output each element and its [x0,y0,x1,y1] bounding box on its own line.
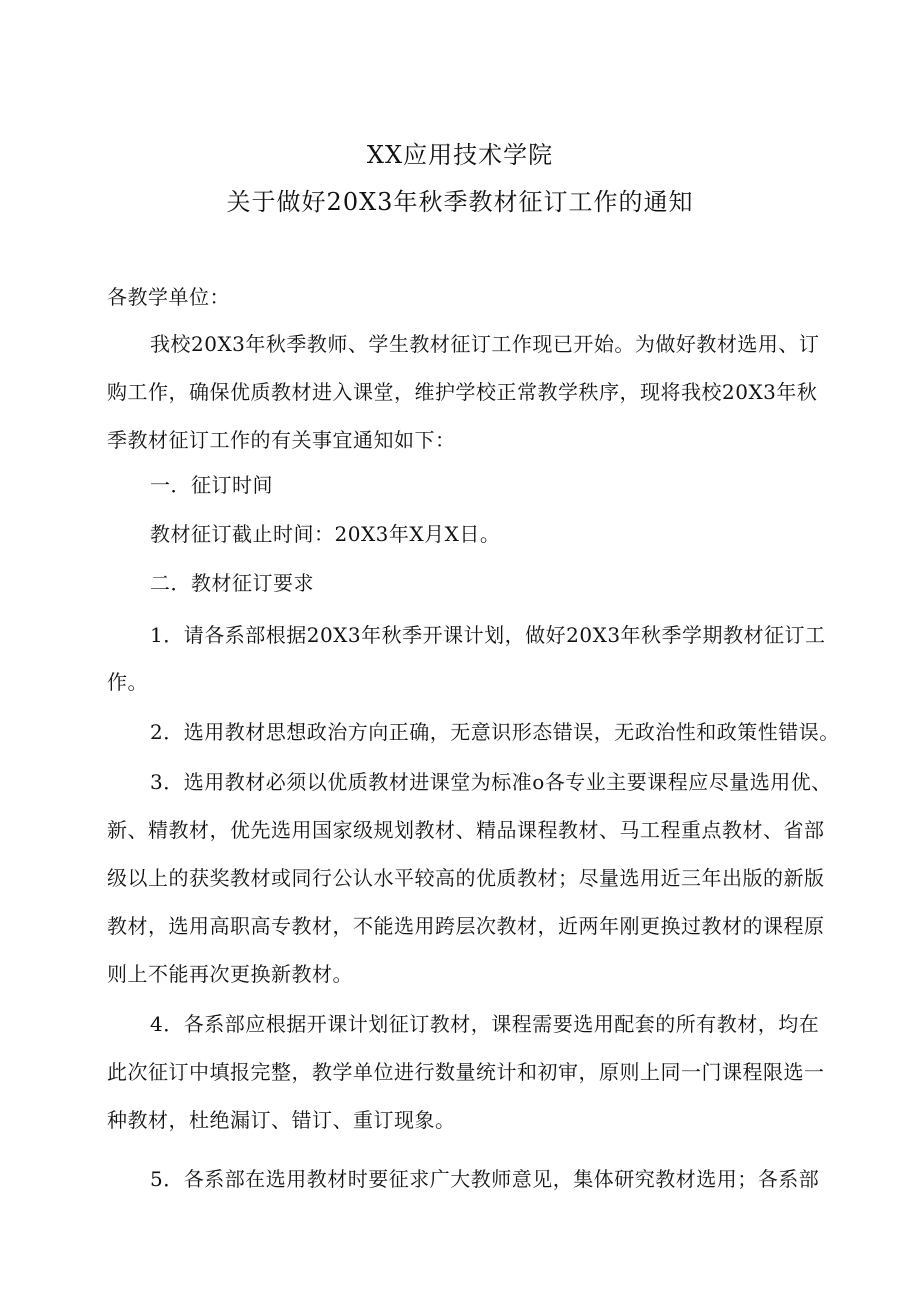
intro-line: 季教材征订工作的有关事宜通知如下： [107,428,456,452]
section-heading-2: 二．教材征订要求 [150,571,314,595]
item-3-line: 新、精教材，优先选用国家级规划教材、精品课程教材、马工程重点教材、省部 [107,818,825,842]
item-1-line: 作。 [107,670,148,694]
intro-line: 我校20X3年秋季教师、学生教材征订工作现已开始。为做好教材选用、订 [150,332,820,356]
item-5-line: 5．各系部在选用教材时要征求广大教师意见，集体研究教材选用；各系部 [150,1167,820,1191]
item-4-line: 种教材，杜绝漏订、错订、重订现象。 [107,1108,456,1132]
item-4-line: 此次征订中填报完整，教学单位进行数量统计和初审，原则上同一门课程限选一 [107,1060,825,1084]
item-3-line: 3．选用教材必须以优质教材进课堂为标准o各专业主要课程应尽量选用优、 [150,770,832,794]
section-heading-1: 一．征订时间 [150,473,273,497]
item-3-line: 教材，选用高职高专教材，不能选用跨层次教材，近两年刚更换过教材的课程原 [107,914,825,938]
document-title-notice: 关于做好20X3年秋季教材征订工作的通知 [226,188,694,216]
intro-line: 购工作，确保优质教材进入课堂，维护学校正常教学秩序，现将我校20X3年秋 [107,380,818,404]
item-4-line: 4．各系部应根据开课计划征订教材，课程需要选用配套的所有教材，均在 [150,1012,820,1036]
section1-text: 教材征订截止时间：20X3年X月X日。 [150,522,501,546]
item-3-line: 则上不能再次更换新教材。 [107,962,353,986]
item-1-line: 1．请各系部根据20X3年秋季开课计划，做好20X3年秋季学期教材征订工 [150,623,826,647]
item-3-line: 级以上的获奖教材或同行公认水平较高的优质教材；尽量选用近三年出版的新版 [107,866,825,890]
document-title-institution: XX应用技术学院 [366,141,554,169]
item-2-line: 2．选用教材思想政治方向正确，无意识形态错误，无政治性和政策性错误。 [150,720,840,744]
salutation: 各教学单位： [107,285,230,309]
